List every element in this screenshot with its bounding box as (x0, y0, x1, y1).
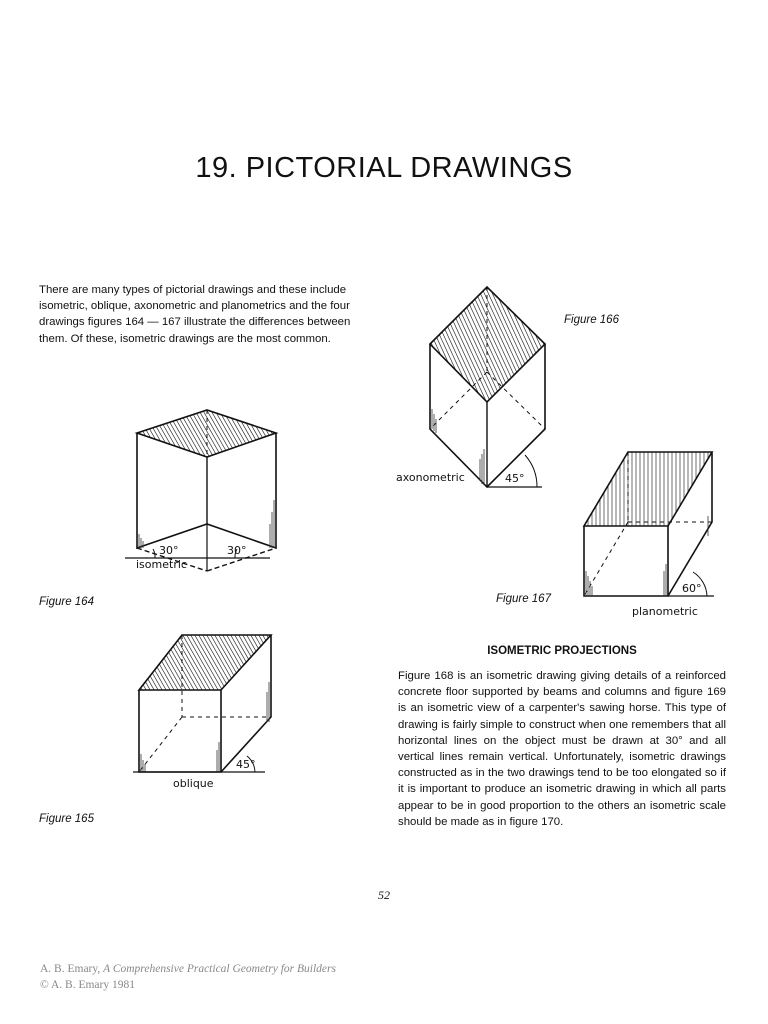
intro-paragraph: There are many types of pictorial drawings and these include isometric, oblique, axonometric and planometrics and the four drawings figures 164 — 167 illustrate the differences between them. Of these, isometric drawings are the most common. (39, 284, 351, 345)
fig165-label: oblique (173, 777, 214, 790)
isometric-projections-heading: ISOMETRIC PROJECTIONS (487, 645, 637, 657)
footer-book-title: A Comprehensive Practical Geometry for Builders (103, 963, 336, 975)
figure-165-oblique-drawing (125, 632, 285, 792)
fig164-label: isometric (136, 558, 187, 571)
figure-167-caption: Figure 167 (496, 593, 551, 605)
fig166-label: axonometric (396, 471, 465, 484)
fig167-angle: 60° (682, 582, 702, 595)
chapter-title: 19. PICTORIAL DRAWINGS (195, 152, 573, 184)
fig164-angle-left: 30° (159, 544, 179, 557)
figure-167-planometric-drawing (572, 446, 722, 626)
footer-author: A. B. Emary, (40, 963, 104, 975)
figure-164-isometric-drawing (125, 400, 285, 580)
isometric-projections-paragraph: Figure 168 is an isometric drawing giving details of a reinforced concrete floor supported by beams and columns and figure 169 is an isometric view of a carpenter's sawing horse. This type of drawing is fairly simple to construct when one remembers that all horizontal lines on the object must be drawn at 30° and all vertical lines remain vertical. Unfortunately, isometric drawings constructed as in the two drawings tend to be too elongated so if it is important to produce an isometric drawing in which all parts appear to be in good proportion to the others an isometric scale should be made as in figure 170. (398, 670, 726, 828)
fig166-angle: 45° (505, 472, 525, 485)
figure-165-caption: Figure 165 (39, 813, 94, 825)
fig164-angle-right: 30° (227, 544, 247, 557)
fig165-angle: 45° (236, 758, 256, 771)
figure-166-axonometric-drawing (392, 284, 552, 494)
figure-164-caption: Figure 164 (39, 596, 94, 608)
fig167-label: planometric (632, 605, 698, 618)
page-number: 52 (378, 888, 390, 902)
figure-166-caption: Figure 166 (564, 314, 619, 326)
footer-citation (40, 963, 336, 975)
footer-copyright: © A. B. Emary 1981 (40, 979, 135, 991)
